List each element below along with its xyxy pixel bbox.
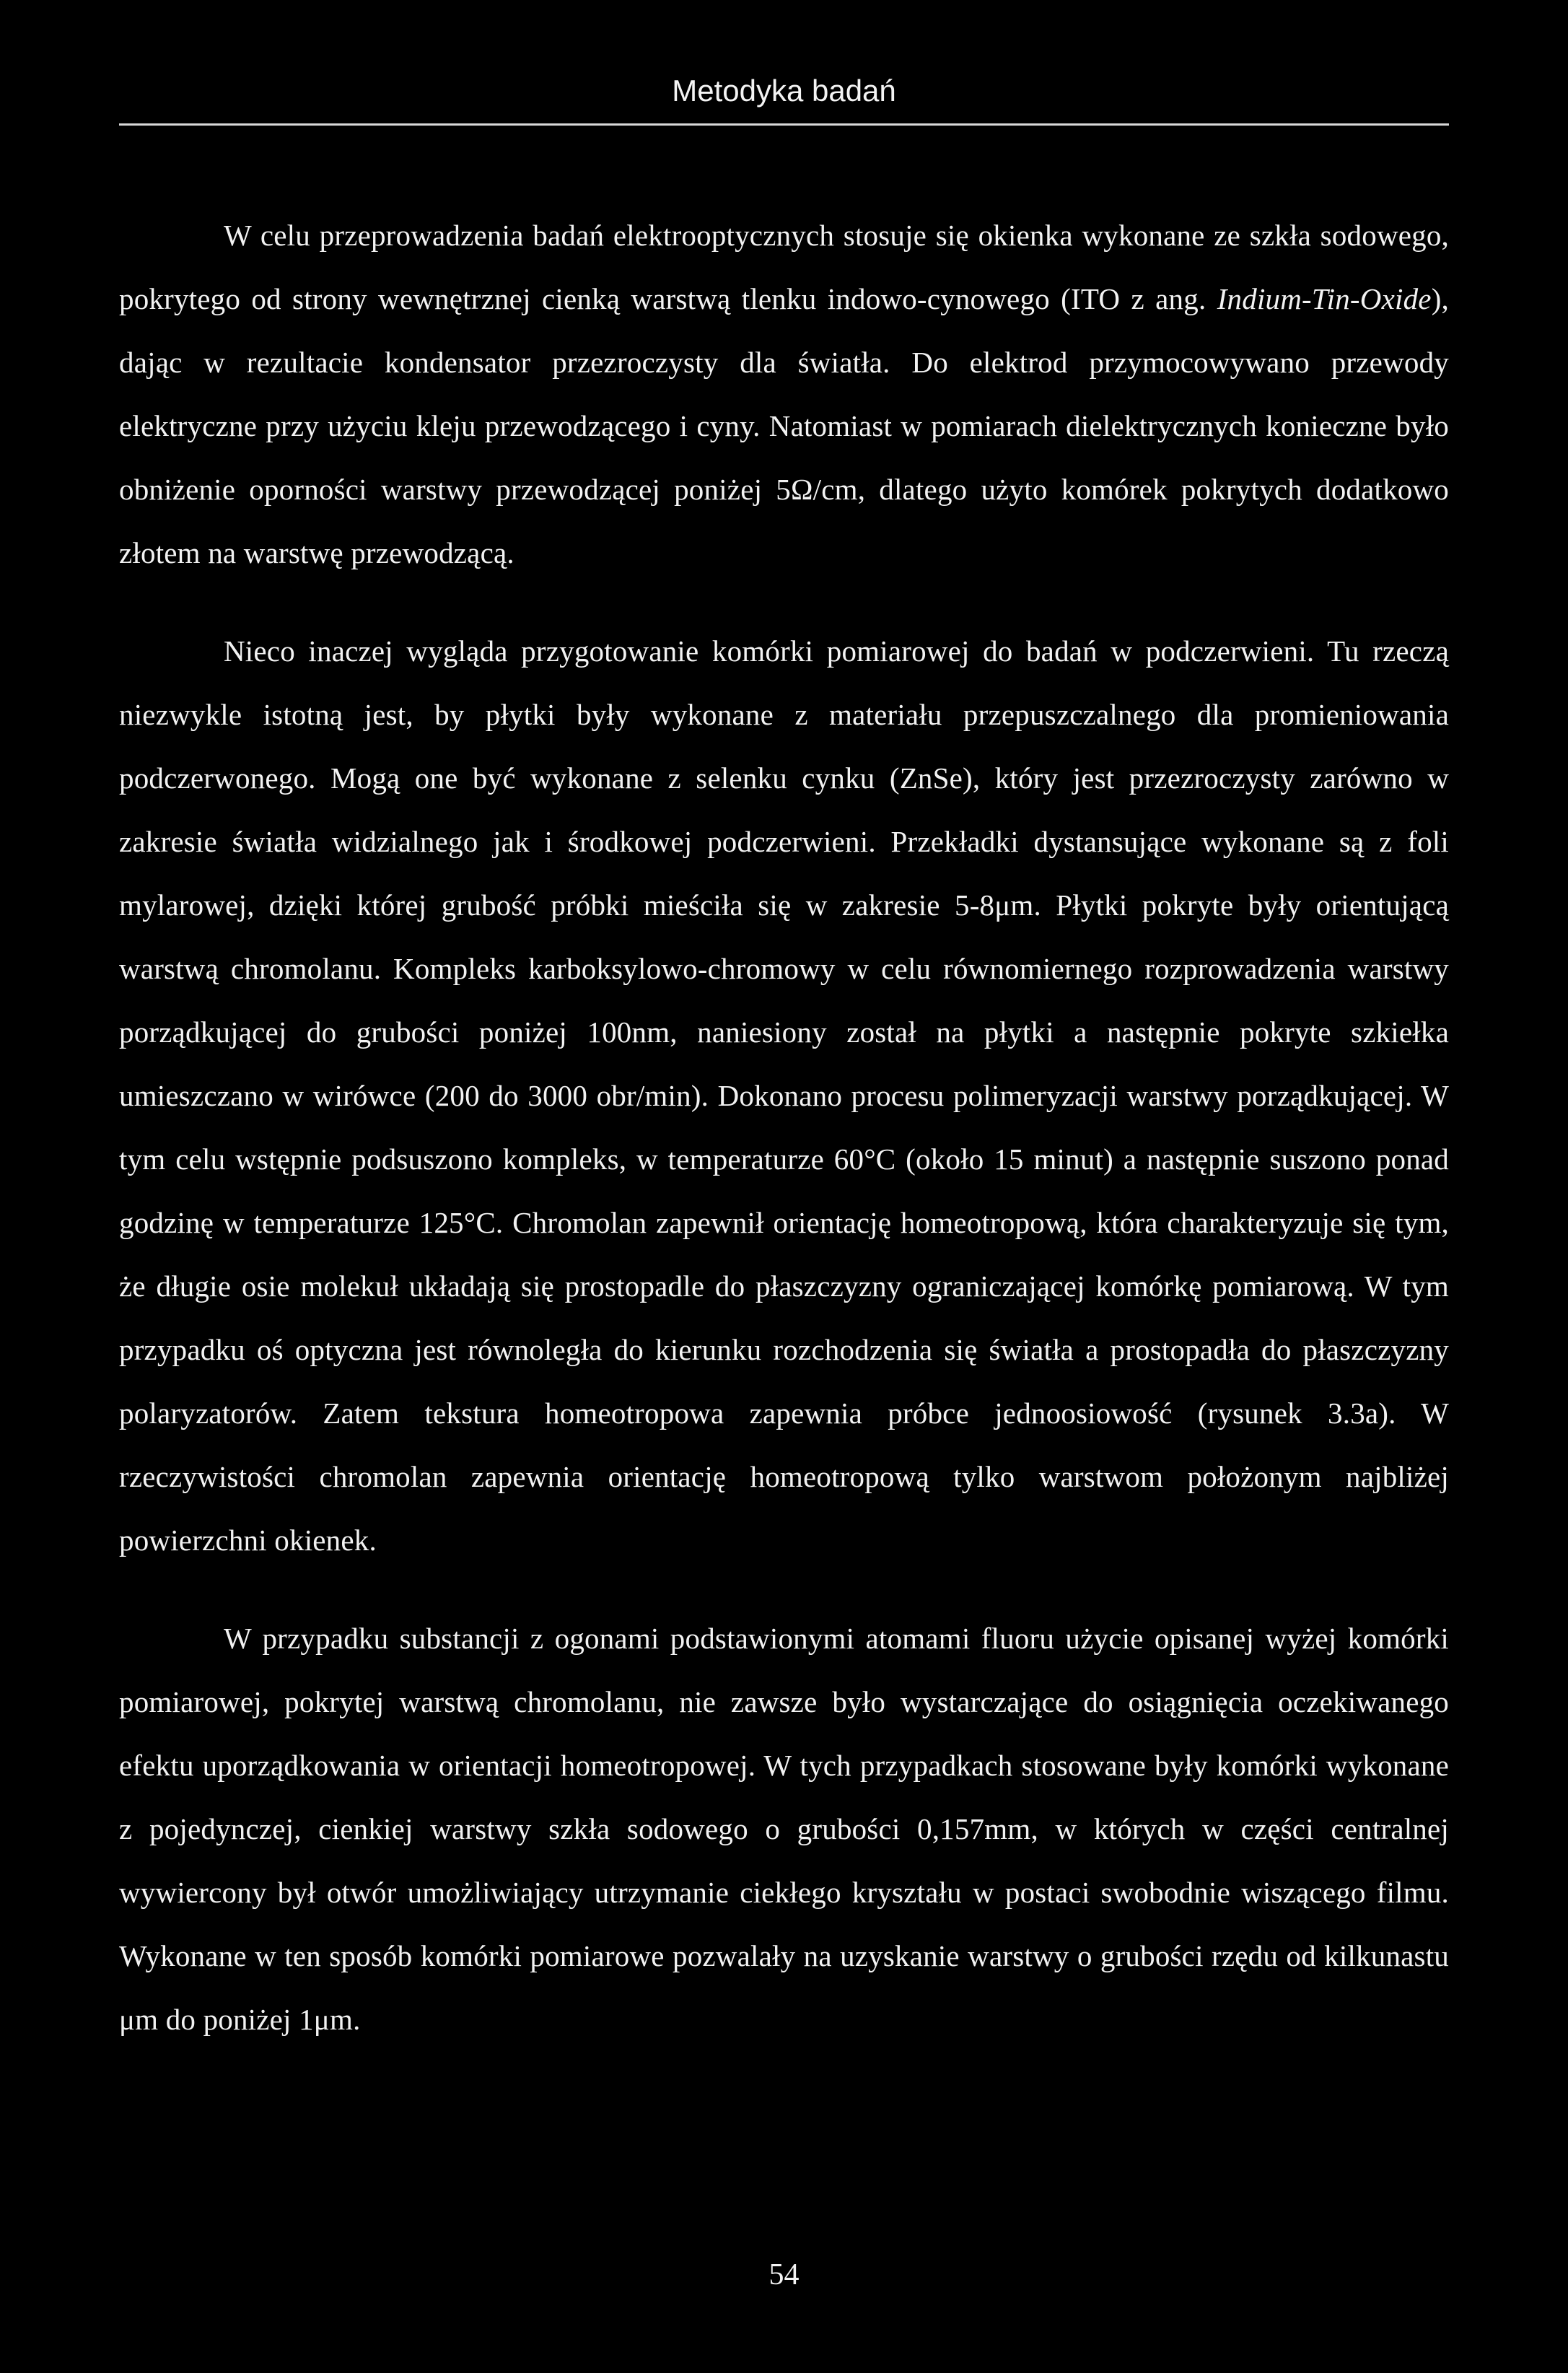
paragraph-ito-cells-italic-term: Indium-Tin-Oxide bbox=[1217, 282, 1432, 315]
body-text bbox=[119, 204, 1449, 2051]
paragraph-infrared-cell: Nieco inaczej wygląda przygotowanie komórki pomiarowej do badań w podczerwieni. Tu rzeczą niezwykle istotną jest, by płytki były wykonane z materiału przepuszczalnego dla promieniowania podczerwonego. Mogą one być wykonane z selenku cynku (ZnSe), który jest przezroczysty zarówno w zakresie światła widzialnego jak i środkowej podczerwieni. Przekładki dystansujące wykonane są z foli mylarowej, dzięki której grubość próbki mieściła się w zakresie 5-8μm. Płytki pokryte były orientującą warstwą chromolanu. Kompleks karboksylowo-chromowy w celu równomiernego rozprowadzenia warstwy porządkującej do grubości poniżej 100nm, naniesiony został na płytki a następnie pokryte szkiełka umieszczano w wirówce (200 do 3000 obr/min). Dokonano procesu polimeryzacji warstwy porządkującej. W tym celu wstępnie podsuszono kompleks, w temperaturze 60°C (około 15 minut) a następnie suszono ponad godzinę w temperaturze 125°C. Chromolan zapewnił orientację homeotropową, która charakteryzuje się tym, że długie osie molekuł układają się prostopadle do płaszczyzny ograniczającej komórkę pomiarową. W tym przypadku oś optyczna jest równoległa do kierunku rozchodzenia się światła a prostopadła do płaszczyzny polaryzatorów. Zatem tekstura homeotropowa zapewnia próbce jednoosiowość (rysunek 3.3a). W rzeczywistości chromolan zapewnia orientację homeotropową tylko warstwom położonym najbliżej powierzchni okienek. bbox=[119, 634, 1449, 1557]
paragraph-ito-cells-text-1: W celu przeprowadzenia badań elektrooptycznych stosuje się okienka wykonane ze szkła sodowego, pokrytego od strony wewnętrznej cienką warstwą tlenku indowo-cynowego (ITO z ang. bbox=[119, 219, 1449, 315]
paragraph-ito-cells bbox=[119, 204, 1449, 585]
running-header: Metodyka badań bbox=[672, 74, 896, 108]
header-rule bbox=[119, 123, 1449, 126]
paragraph-free-standing-film: W przypadku substancji z ogonami podstawionymi atomami fluoru użycie opisanej wyżej komórki pomiarowej, pokrytej warstwą chromolanu, nie zawsze było wystarczające do osiągnięcia oczekiwanego efektu uporządkowania w orientacji homeotropowej. W tych przypadkach stosowane były komórki wykonane z pojedynczej, cienkiej warstwy szkła sodowego o grubości 0,157mm, w których w części centralnej wywiercony był otwór umożliwiający utrzymanie ciekłego kryształu w postaci swobodnie wiszącego filmu. Wykonane w ten sposób komórki pomiarowe pozwalały na uzyskanie warstwy o grubości rzędu od kilkunastu μm do poniżej 1μm. bbox=[119, 1622, 1449, 2036]
paragraph-ito-cells-text-2: ), dając w rezultacie kondensator przezroczysty dla światła. Do elektrod przymocowywano przewody elektryczne przy użyciu kleju przewodzącego i cyny. Natomiast w pomiarach dielektrycznych konieczne było obniżenie oporności warstwy przewodzącej poniżej 5Ω/cm, dlatego użyto komórek pokrytych dodatkowo złotem na warstwę przewodzącą. bbox=[119, 282, 1449, 569]
page-number: 54 bbox=[768, 2258, 800, 2291]
